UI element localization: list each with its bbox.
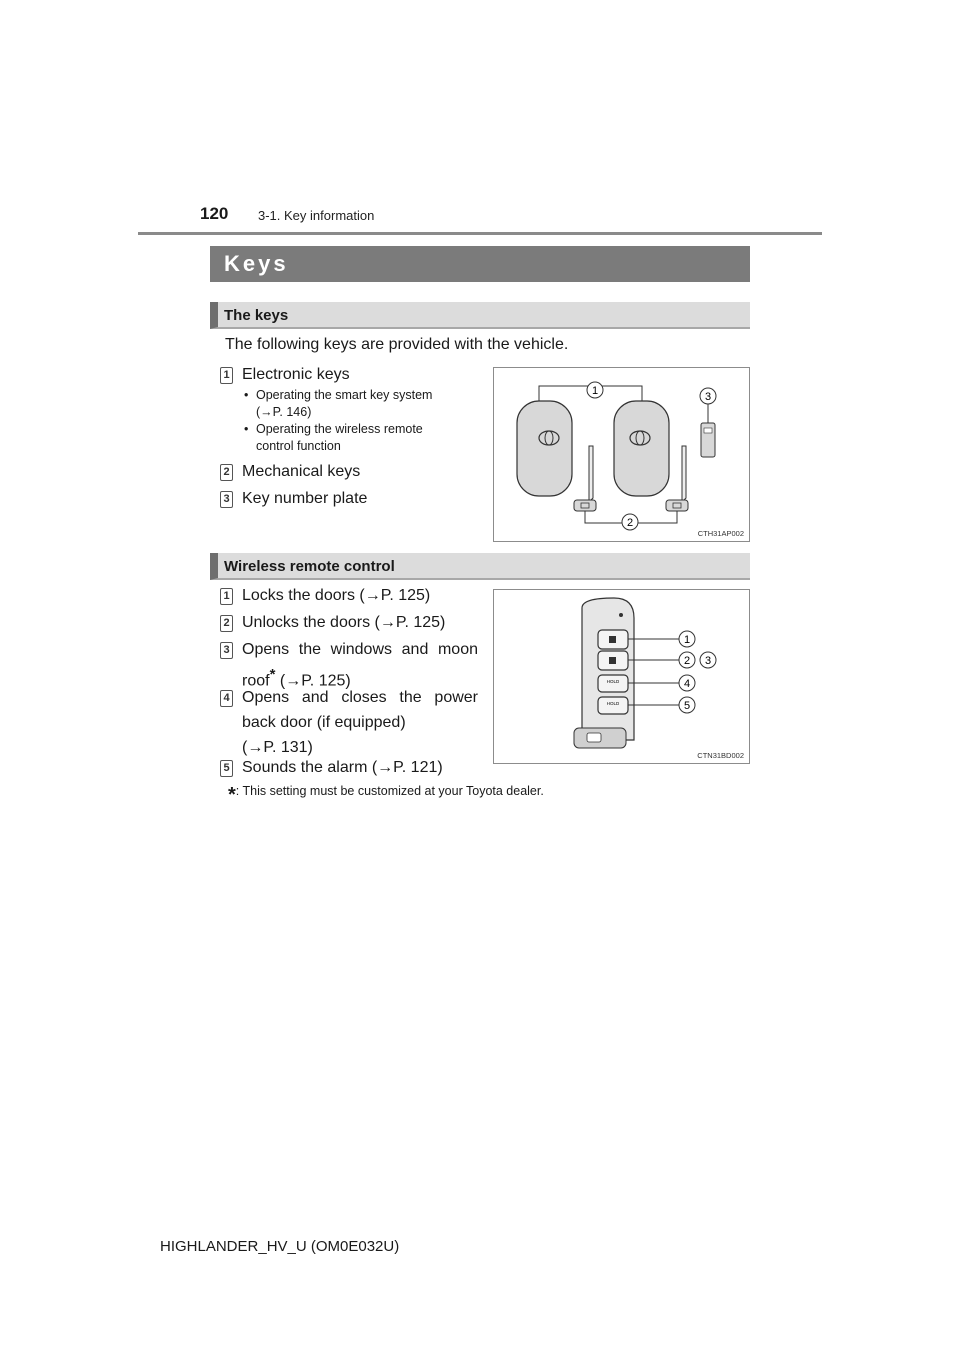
bullet-item: • Operating the smart key system (→P. 146) [244, 388, 433, 419]
callout-number: 3 [704, 655, 712, 667]
item-number-badge: 2 [220, 464, 233, 481]
callout-number: 2 [683, 655, 691, 667]
list-item [220, 463, 360, 484]
asterisk-mark: * [269, 666, 276, 683]
item-number-badge: 1 [220, 588, 233, 605]
subheading-wireless-remote: Wireless remote control [210, 553, 750, 580]
model-footer: HIGHLANDER_HV_U (OM0E032U) [160, 1238, 400, 1255]
page-number: 120 [200, 204, 229, 223]
electronic-keys-bullets [244, 387, 480, 455]
item-label-line: back door (if equipped) [242, 714, 406, 731]
keys-illustration [493, 367, 750, 542]
button-hold-text: HOLD [606, 679, 620, 684]
item-number-badge: 3 [220, 491, 233, 508]
list-item [220, 689, 478, 760]
electronic-key-right [614, 401, 669, 496]
section-reference: 3-1. Key information [258, 208, 375, 223]
item-label: Sounds the alarm (→P. 121) [242, 759, 443, 776]
figure-code: CTN31BD002 [697, 751, 744, 760]
callout-number: 1 [683, 634, 691, 646]
callout-number: 4 [683, 678, 691, 690]
figure-code: CTH31AP002 [697, 529, 744, 538]
callout-number: 5 [683, 700, 691, 712]
item-number-badge: 1 [220, 367, 233, 384]
list-item [220, 587, 430, 608]
keys-drawing [494, 368, 751, 543]
header-rule [138, 232, 822, 235]
list-item: 3 Opens the windows and moon roof* (→P. 125) [220, 641, 478, 693]
keys-intro: The following keys are provided with the vehicle. [225, 336, 569, 353]
footnote-asterisk: * [228, 784, 236, 806]
list-item [220, 366, 350, 387]
callout-number: 1 [591, 385, 599, 397]
item-label-line: (→P. 131) [242, 739, 313, 756]
callout-number: 3 [704, 391, 712, 403]
list-item [220, 759, 443, 780]
item-label-line: Opens and closes the power [242, 689, 478, 706]
callout-number: 2 [626, 517, 634, 529]
item-label-line: Opens the windows and moon [242, 641, 478, 658]
item-number-badge: 4 [220, 690, 233, 707]
list-item [220, 490, 367, 511]
list-item [220, 614, 445, 635]
item-label: Mechanical keys [242, 463, 361, 480]
mechanical-key-right [682, 446, 686, 502]
bullet-item: • Operating the wireless remote control function [244, 422, 423, 453]
item-number-badge: 2 [220, 615, 233, 632]
item-label: Unlocks the doors (→P. 125) [242, 614, 446, 631]
footnote [228, 784, 544, 807]
electronic-key-left [517, 401, 572, 496]
item-number-badge: 3 [220, 642, 233, 659]
item-label: Electronic keys [242, 366, 350, 383]
item-label: Key number plate [242, 490, 368, 507]
remote-illustration [493, 589, 750, 764]
footnote-text: : This setting must be customized at your Toyota dealer. [235, 784, 544, 798]
subheading-the-keys: The keys [210, 302, 750, 329]
button-hold-text: HOLD [606, 701, 620, 706]
remote-drawing [494, 590, 751, 765]
item-number-badge: 5 [220, 760, 233, 777]
page-title: Keys [210, 246, 750, 282]
item-label-line: roof [242, 672, 270, 690]
mechanical-key-left [589, 446, 593, 502]
item-label: Locks the doors (→P. 125) [242, 587, 431, 604]
